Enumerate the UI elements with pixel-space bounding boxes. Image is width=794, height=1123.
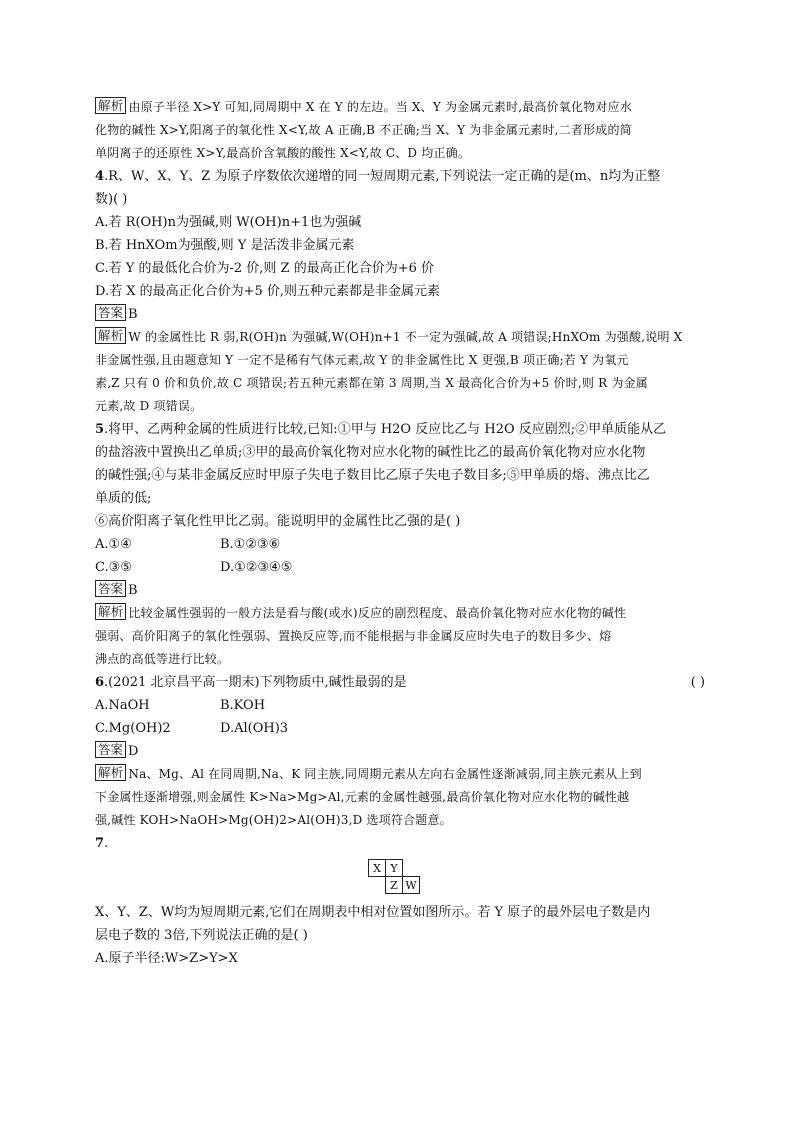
answer-row [95, 579, 705, 602]
option-a: A.若 R(OH)n为强碱,则 W(OH)n+1也为强碱 [95, 215, 362, 230]
grid-cell-x: X [368, 859, 386, 877]
analysis-tag: 解析 [95, 97, 126, 114]
question-4: 4.R、W、X、Y、Z 为原子序数依次递增的同一短周期元素,下列说法一定正确的是(m、n均为正整 数)( ) A.若 R(OH)n为强碱,则 W(OH)n+1也为强碱 B.若 HnXOm为强酸,则 Y 是活泼非金属元素 C.若 Y 的最低化合价为-2 价,则 Z 的最高正化合价为+6 价 D.若 X 的最高正化合价为+5 价,则五种元素都是非金属元素 答案 B 解析 W 的金属性比 R 弱,R(OH)n 为强碱,W(OH)n+1 不一定为强碱,故 A 项错误;HnXOm 为强酸,说明 X 非金属性强,且由题意知 Y 一定不是稀有气体元素,故 Y 的非金属性比 X 更强,B 项正确;若 Y 为氧元 素,Z 只有 0 价和负价,故 C 项错误;若五种元素都在第 3 周期,当 X 最高化合价为+5 价时,则 R 为金属 元素,故 D 项错误。 [95, 165, 705, 418]
answer-tag: 答案 [95, 304, 126, 321]
answer-row [95, 303, 705, 326]
analysis-tag: 解析 [95, 764, 126, 781]
question-number: 7 [95, 836, 105, 851]
answer-value: D [128, 744, 139, 759]
answer-tag: 答案 [95, 580, 126, 597]
option-a: A.①④ [95, 537, 132, 552]
periodic-table-fragment [95, 859, 705, 899]
options-row [95, 694, 705, 717]
answer-tag: 答案 [95, 741, 126, 758]
question-number: 4 [95, 169, 105, 184]
analysis-block: 解析 比较金属性强弱的一般方法是看与酸(或水)反应的剧烈程度、最高价氧化物对应水化物的碱性 强弱、高价阳离子的氧化性强弱、置换反应等,而不能根据与非金属反应时失电子的数目多少、熔 沸点的高低等进行比较。 [95, 604, 627, 666]
question-7: 7. X Y Z W X、Y、Z、W均为短周期元素,它们在周期表中相对位置如图所示。若 Y 原子的最外层电子数是内 层电子数的 3倍,下列说法正确的是( ) A.原子半径:W>Z>Y>X [95, 832, 705, 970]
intro-analysis: 解析 由原子半径 X>Y 可知,同周期中 X 在 Y 的左边。当 X、Y 为金属元素时,最高价氧化物对应水 化物的碱性 X>Y,阳离子的氧化性 X<Y,故 A 正确,B 不正确;当 X、Y 为非金属元素时,二者形成的简 单阴离子的还原性 X>Y,最高价含氧酸的酸性 X<Y,故 C、D 均正确。 [95, 98, 633, 160]
grid-cell-z: Z [385, 876, 403, 894]
option-b: B.KOH [220, 698, 266, 713]
analysis-tag: 解析 [95, 603, 126, 620]
grid-cell-y: Y [385, 859, 403, 877]
options-row [95, 533, 705, 556]
analysis-block: 解析 Na、Mg、Al 在同周期,Na、K 同主族,同周期元素从左向右金属性逐渐减弱,同主族元素从上到 下金属性逐渐增强,则金属性 K>Na>Mg>Al,元素的金属性越强,最高价氧化物对应水化物的碱性越 强,碱性 KOH>NaOH>Mg(OH)2>Al(OH)3,D 选项符合题意。 [95, 765, 642, 827]
option-c: C.Mg(OH)2 [95, 721, 171, 736]
analysis-tag: 解析 [95, 327, 126, 344]
question-number: 6 [95, 675, 105, 690]
option-b: B.若 HnXOm为强酸,则 Y 是活泼非金属元素 [95, 238, 355, 253]
question-5: 5.将甲、乙两种金属的性质进行比较,已知:①甲与 H2O 反应比乙与 H2O 反应剧烈;②甲单质能从乙 的盐溶液中置换出乙单质;③甲的最高价氧化物对应水化物的碱性比乙的最高价氧化物对应水化物 的碱性强;④与某非金属反应时甲原子失电子数目比乙原子失电子数目多;⑤甲单质的熔、沸点比乙 单质的低; ⑥高价阳离子氧化性甲比乙弱。能说明甲的金属性比乙强的是( ) A.①④ B.①②③⑥ C.③⑤ D.①②③④⑤ 答案 B 解析 比较金属性强弱的一般方法是看与酸(或水)反应的剧烈程度、最高价氧化物对应水化物的碱性 强弱、高价阳离子的氧化性强弱、置换反应等,而不能根据与非金属反应时失电子的数目多少、熔 沸点的高低等进行比较。 [95, 418, 705, 671]
option-a: A.原子半径:W>Z>Y>X [95, 951, 238, 966]
answer-paren: ( ) [690, 675, 705, 690]
option-a: A.NaOH [95, 698, 150, 713]
answer-row [95, 740, 705, 763]
option-b: B.①②③⑥ [220, 537, 281, 552]
option-d: D.①②③④⑤ [220, 560, 293, 575]
analysis-block: 解析 W 的金属性比 R 弱,R(OH)n 为强碱,W(OH)n+1 不一定为强碱,故 A 项错误;HnXOm 为强酸,说明 X 非金属性强,且由题意知 Y 一定不是稀有气体元素,故 Y 的非金属性比 X 更强,B 项正确;若 Y 为氧元 素,Z 只有 0 价和负价,故 C 项错误;若五种元素都在第 3 周期,当 X 最高化合价为+5 价时,则 R 为金属 元素,故 D 项错误。 [95, 328, 683, 413]
answer-value: B [128, 583, 138, 598]
answer-value: B [128, 307, 138, 322]
option-d: D.Al(OH)3 [220, 721, 289, 736]
question-number: 5 [95, 422, 105, 437]
grid-cell-w: W [402, 876, 420, 894]
option-c: C.若 Y 的最低化合价为-2 价,则 Z 的最高正化合价为+6 价 [95, 261, 434, 276]
option-d: D.若 X 的最高正化合价为+5 价,则五种元素都是非金属元素 [95, 284, 441, 299]
question-6: 6.(2021 北京昌平高一期末)下列物质中,碱性最弱的是 ( ) A.NaOH B.KOH C.Mg(OH)2 D.Al(OH)3 答案 D 解析 Na、Mg、Al 在同周期,Na、K 同主族,同周期元素从左向右金属性逐渐减弱,同主族元素从上到 下金属性逐渐增强,则金属性 K>Na>Mg>Al,元素的金属性越强,最高价氧化物对应水化物的碱性越 强,碱性 KOH>NaOH>Mg(OH)2>Al(OH)3,D 选项符合题意。 [95, 671, 705, 832]
options-row [95, 717, 705, 740]
option-c: C.③⑤ [95, 560, 132, 575]
document-page [95, 96, 705, 970]
options-row [95, 556, 705, 579]
